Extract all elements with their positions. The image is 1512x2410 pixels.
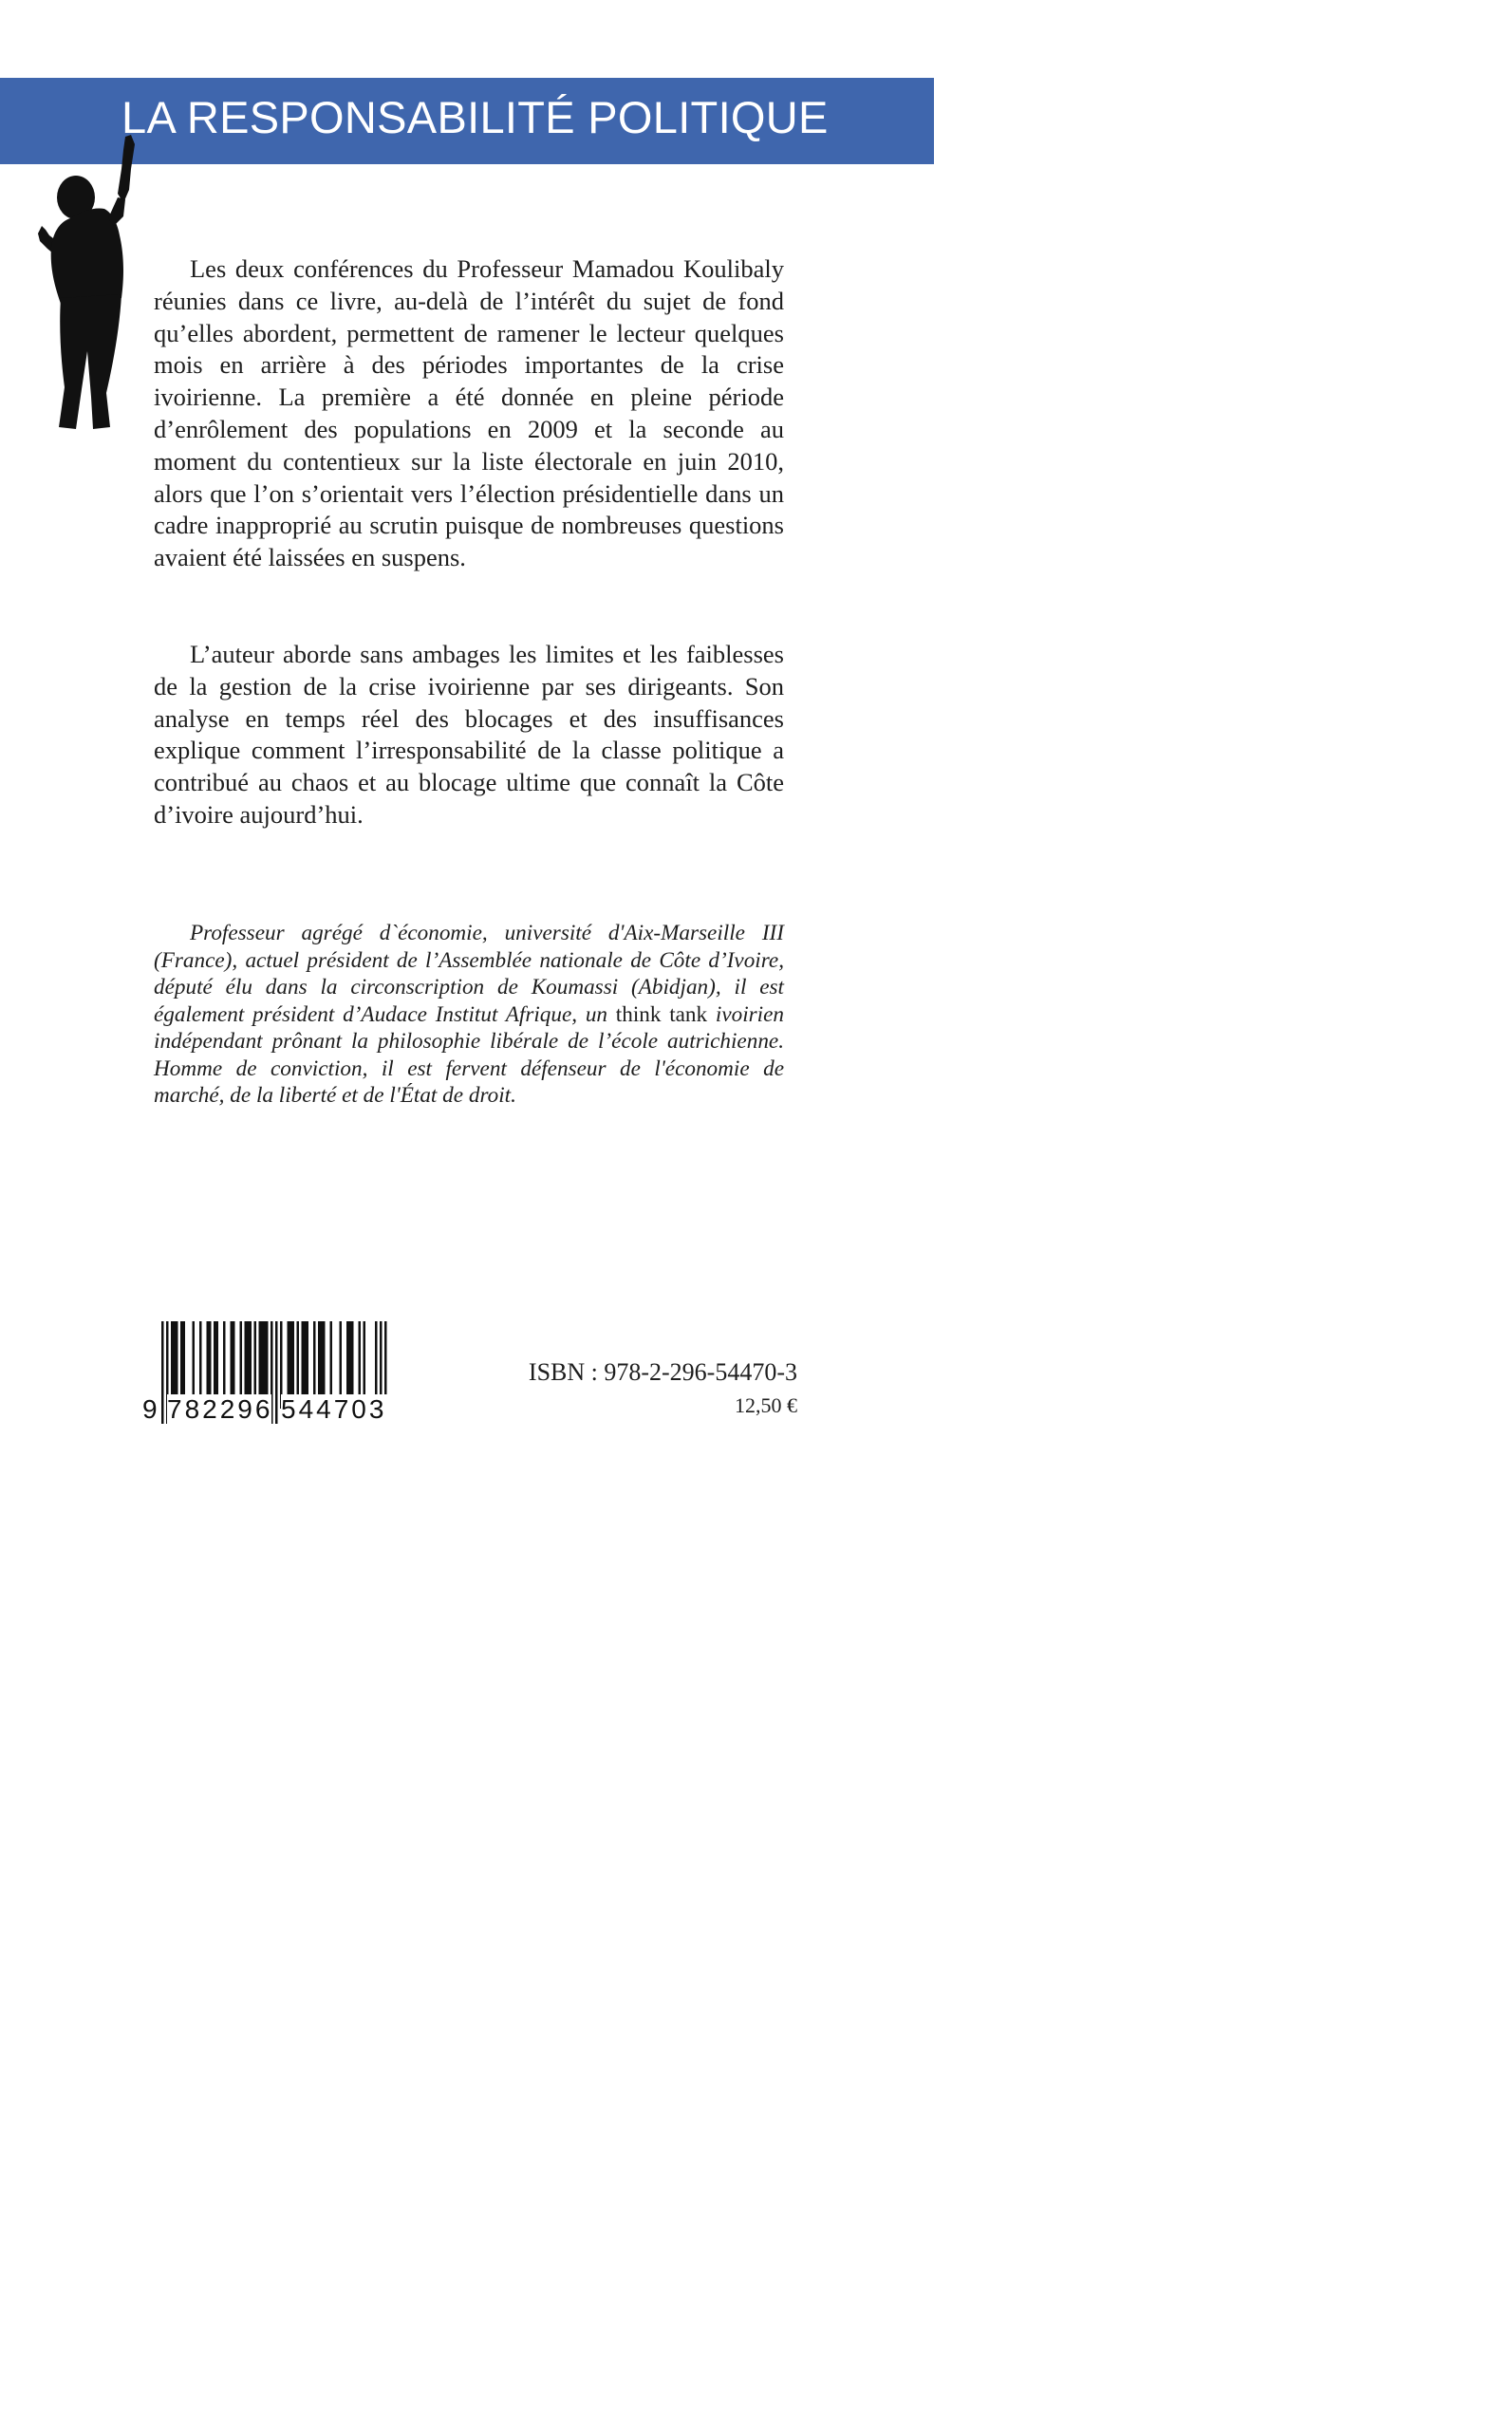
author-bio-think-tank: think tank bbox=[615, 1001, 708, 1027]
isbn-number: ISBN : 978-2-296-54470-3 bbox=[528, 1358, 797, 1386]
price: 12,50 € bbox=[735, 1393, 797, 1417]
summary-paragraph-2-text: L’auteur aborde sans ambages les limites et les faiblesses de la gestion de la crise ivoirienne par ses dirigeants. Son analyse en temps réel des blocages et des insuffisances explique comment l’irresponsabilité de la classe politique a contribué au chaos et au blocage ultime que connaît la Côte d’ivoire aujourd’hui. bbox=[154, 640, 784, 829]
barcode-digit-group-1: 782296 bbox=[167, 1394, 273, 1424]
author-bio bbox=[154, 920, 784, 1110]
person-silhouette-icon bbox=[32, 131, 146, 435]
summary-paragraph-1 bbox=[154, 253, 784, 574]
book-title: LA RESPONSABILITÉ POLITIQUE bbox=[121, 92, 829, 142]
barcode-digit-group-2: 544703 bbox=[281, 1394, 391, 1425]
summary-paragraph-2 bbox=[154, 639, 784, 831]
author-bio-text-1: Professeur agrégé d`économie, université d'Aix-Marseille III (France), actuel président de l’Assemblée nationale de Côte d’Ivoire, député élu dans la circonscription de Koumassi (Abidjan), il est également président d’Audace Institut Afrique, un bbox=[154, 921, 784, 1027]
author-bio-text-2: ivoirien indépendant prônant la philosophie libérale de l’école autrichienne. Homme de conviction, il est fervent défenseur de l'économie de marché, de la liberté et de l'État de droit. bbox=[154, 1001, 785, 1108]
barcode-digit-lead: 9 bbox=[142, 1394, 158, 1424]
summary-paragraph-1-text: Les deux conférences du Professeur Mamadou Koulibaly réunies dans ce livre, au-delà de l’intérêt du sujet de fond qu’elles abordent, permettent de ramener le lecteur quelques mois en arrière à des périodes importantes de la crise ivoirienne. La première a été donnée en pleine période d’enrôlement des populations en 2009 et la seconde au moment du contentieux sur la liste électorale en juin 2010, alors que l’on s’orientait vers l’élection présidentielle dans un cadre inapproprié au scrutin puisque de nombreuses questions avaient été laissées en suspens. bbox=[154, 254, 784, 572]
barcode-digits bbox=[142, 1394, 399, 1429]
